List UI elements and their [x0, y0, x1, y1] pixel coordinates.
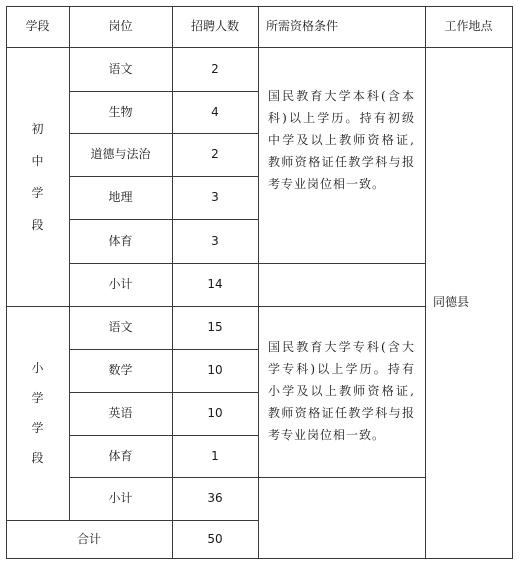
primary-requirements: 国民教育大学专科(含大学专科)以上学历。持有小学及以上教师资格证,教师资格证任教学科与报考专业岗位相一致。: [268, 340, 415, 442]
junior-count: 2: [211, 147, 219, 162]
stage-char: 段: [31, 217, 44, 232]
stage-char: 段: [31, 451, 44, 465]
grid-line: [258, 263, 425, 264]
primary-position: 数学: [108, 363, 133, 378]
junior-stage-label: [6, 47, 69, 306]
stage-char: 小: [31, 361, 44, 375]
stage-char: 初: [31, 121, 44, 136]
header-requirements: 所需资格条件: [266, 19, 339, 34]
junior-position: 地理: [108, 190, 133, 205]
stage-char: 中: [31, 153, 44, 168]
junior-requirements: 国民教育大学本科(含本科)以上学历。持有初级中学及以上教师资格证,教师资格证任教学科与报考专业岗位相一致。: [268, 89, 415, 191]
grid-line: [512, 6, 513, 559]
total-label: 合计: [76, 531, 101, 546]
header-count: 招聘人数: [190, 19, 239, 34]
header-position: 岗位: [108, 19, 133, 34]
primary-count: 10: [207, 406, 223, 421]
total-value: 50: [207, 531, 223, 546]
stage-char: 学: [31, 391, 44, 405]
location: 同德县: [433, 295, 470, 310]
grid-line: [258, 477, 425, 478]
primary-position: 体育: [108, 448, 133, 463]
junior-count: 3: [211, 190, 219, 205]
junior-position: 体育: [108, 233, 133, 248]
primary-count: 10: [207, 363, 223, 378]
junior-count: 2: [211, 61, 219, 76]
junior-position: 语文: [108, 61, 133, 76]
primary-stage-label: [6, 306, 69, 520]
header-stage: 学段: [25, 19, 50, 34]
recruitment-table: [6, 6, 513, 559]
junior-position: 生物: [108, 104, 133, 119]
primary-position: 语文: [108, 320, 133, 335]
junior-count: 3: [211, 233, 219, 248]
junior-subtotal: 14: [207, 277, 223, 292]
primary-subtotal: 36: [207, 491, 223, 506]
junior-subtotal-label: 小计: [108, 277, 133, 292]
stage-char: 学: [31, 185, 44, 200]
grid-line: [6, 558, 513, 559]
header-location: 工作地点: [444, 19, 493, 34]
junior-count: 4: [211, 104, 219, 119]
primary-position: 英语: [108, 406, 133, 421]
junior-position: 道德与法治: [90, 147, 151, 162]
primary-count: 15: [207, 320, 223, 335]
primary-count: 1: [211, 448, 219, 463]
primary-subtotal-label: 小计: [108, 491, 133, 506]
stage-char: 学: [31, 421, 44, 435]
